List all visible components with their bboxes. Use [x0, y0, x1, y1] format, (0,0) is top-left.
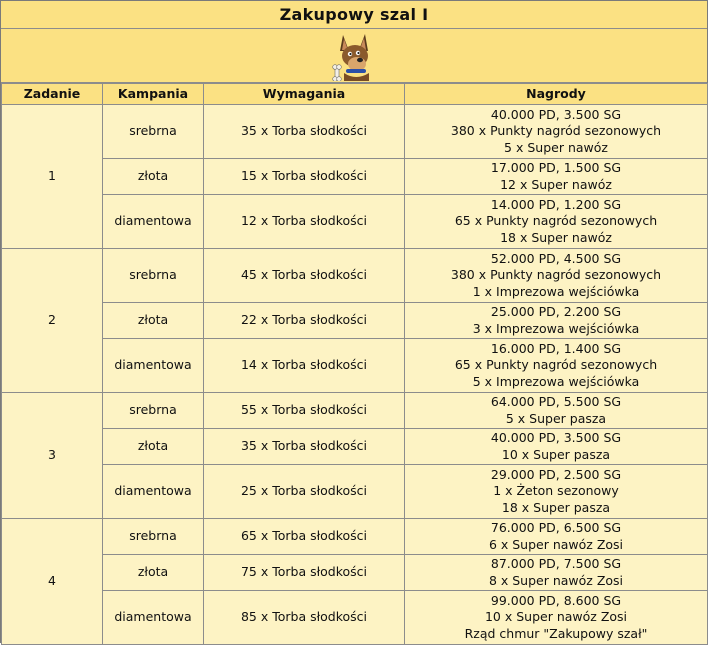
rewards-cell: [405, 519, 708, 555]
rewards-cell: [405, 465, 708, 519]
reward-line: 1 x Imprezowa wejściówka: [472, 283, 640, 299]
requirement-cell: 15 x Torba słodkości: [204, 159, 405, 195]
rewards-cell: [405, 159, 708, 195]
campaign-cell: diamentowa: [103, 465, 204, 519]
reward-line: Rząd chmur "Zakupowy szał": [464, 625, 648, 641]
dog-mascot-icon: [329, 29, 379, 81]
table-row: [2, 465, 708, 519]
table-row: [2, 105, 708, 159]
rewards-table: [1, 83, 708, 645]
requirement-cell: 75 x Torba słodkości: [204, 555, 405, 591]
rewards-cell: [405, 591, 708, 645]
reward-line: 65 x Punkty nagród sezonowych: [454, 213, 658, 229]
reward-line: 52.000 PD, 4.500 SG: [490, 250, 622, 266]
reward-line: 25.000 PD, 2.200 SG: [490, 304, 622, 319]
reward-line: 99.000 PD, 8.600 SG: [490, 592, 622, 608]
reward-line: 1 x Żeton sezonowy: [493, 483, 619, 499]
campaign-cell: diamentowa: [103, 339, 204, 393]
table-row: [2, 249, 708, 303]
campaign-cell: srebrna: [103, 249, 204, 303]
campaign-cell: srebrna: [103, 393, 204, 429]
reward-line: 3 x Imprezowa wejściówka: [472, 320, 640, 336]
rewards-cell: [405, 249, 708, 303]
header-task: Zadanie: [2, 84, 103, 105]
reward-line: 40.000 PD, 3.500 SG: [490, 430, 622, 445]
table-row: [2, 303, 708, 339]
requirement-cell: 85 x Torba słodkości: [204, 591, 405, 645]
table-header-row: [2, 84, 708, 105]
reward-line: 5 x Super pasza: [505, 410, 607, 426]
rewards-cell: [405, 105, 708, 159]
reward-line: 6 x Super nawóz Zosi: [488, 536, 624, 552]
requirement-cell: 12 x Torba słodkości: [204, 195, 405, 249]
table-row: [2, 195, 708, 249]
rewards-cell: [405, 303, 708, 339]
rewards-cell: [405, 555, 708, 591]
campaign-cell: diamentowa: [103, 591, 204, 645]
reward-line: 64.000 PD, 5.500 SG: [490, 394, 622, 409]
task-number: 1: [2, 105, 103, 249]
requirement-cell: 55 x Torba słodkości: [204, 393, 405, 429]
banner: [1, 29, 707, 83]
header-requirements: Wymagania: [204, 84, 405, 105]
reward-line: 12 x Super nawóz: [500, 176, 612, 192]
requirement-cell: 45 x Torba słodkości: [204, 249, 405, 303]
header-campaign: Kampania: [103, 84, 204, 105]
reward-line: 14.000 PD, 1.200 SG: [490, 196, 622, 212]
table-row: [2, 159, 708, 195]
reward-line: 10 x Super nawóz Zosi: [484, 609, 628, 625]
table-body: [2, 105, 708, 645]
page-title: Zakupowy szal I: [1, 1, 707, 29]
reward-line: 10 x Super pasza: [501, 446, 611, 462]
reward-line: 87.000 PD, 7.500 SG: [490, 556, 622, 571]
requirement-cell: 65 x Torba słodkości: [204, 519, 405, 555]
requirement-cell: 35 x Torba słodkości: [204, 105, 405, 159]
campaign-cell: złota: [103, 555, 204, 591]
rewards-cell: [405, 339, 708, 393]
table-row: [2, 339, 708, 393]
rewards-cell: [405, 393, 708, 429]
campaign-cell: złota: [103, 159, 204, 195]
table-row: [2, 555, 708, 591]
reward-line: 8 x Super nawóz Zosi: [488, 572, 624, 588]
requirement-cell: 25 x Torba słodkości: [204, 465, 405, 519]
reward-line: 18 x Super nawóz: [500, 229, 612, 245]
reward-line: 380 x Punkty nagród sezonowych: [450, 123, 662, 139]
table-row: [2, 393, 708, 429]
table-row: [2, 519, 708, 555]
campaign-cell: srebrna: [103, 105, 204, 159]
header-rewards: Nagrody: [405, 84, 708, 105]
requirement-cell: 35 x Torba słodkości: [204, 429, 405, 465]
task-number: 2: [2, 249, 103, 393]
task-number: 4: [2, 519, 103, 645]
reward-line: 5 x Super nawóz: [504, 139, 608, 155]
reward-line: 18 x Super pasza: [501, 499, 611, 515]
campaign-cell: srebrna: [103, 519, 204, 555]
reward-line: 76.000 PD, 6.500 SG: [490, 520, 622, 535]
campaign-cell: złota: [103, 303, 204, 339]
requirement-cell: 22 x Torba słodkości: [204, 303, 405, 339]
reward-line: 29.000 PD, 2.500 SG: [490, 466, 622, 482]
reward-line: 17.000 PD, 1.500 SG: [490, 160, 622, 175]
reward-line: 65 x Punkty nagród sezonowych: [454, 357, 658, 373]
campaign-cell: złota: [103, 429, 204, 465]
rewards-cell: [405, 195, 708, 249]
table-row: [2, 591, 708, 645]
reward-line: 5 x Imprezowa wejściówka: [472, 373, 640, 389]
rewards-cell: [405, 429, 708, 465]
reward-line: 16.000 PD, 1.400 SG: [490, 340, 622, 356]
reward-line: 380 x Punkty nagród sezonowych: [450, 267, 662, 283]
task-number: 3: [2, 393, 103, 519]
campaign-cell: diamentowa: [103, 195, 204, 249]
requirement-cell: 14 x Torba słodkości: [204, 339, 405, 393]
reward-line: 40.000 PD, 3.500 SG: [490, 106, 622, 122]
table-row: [2, 429, 708, 465]
